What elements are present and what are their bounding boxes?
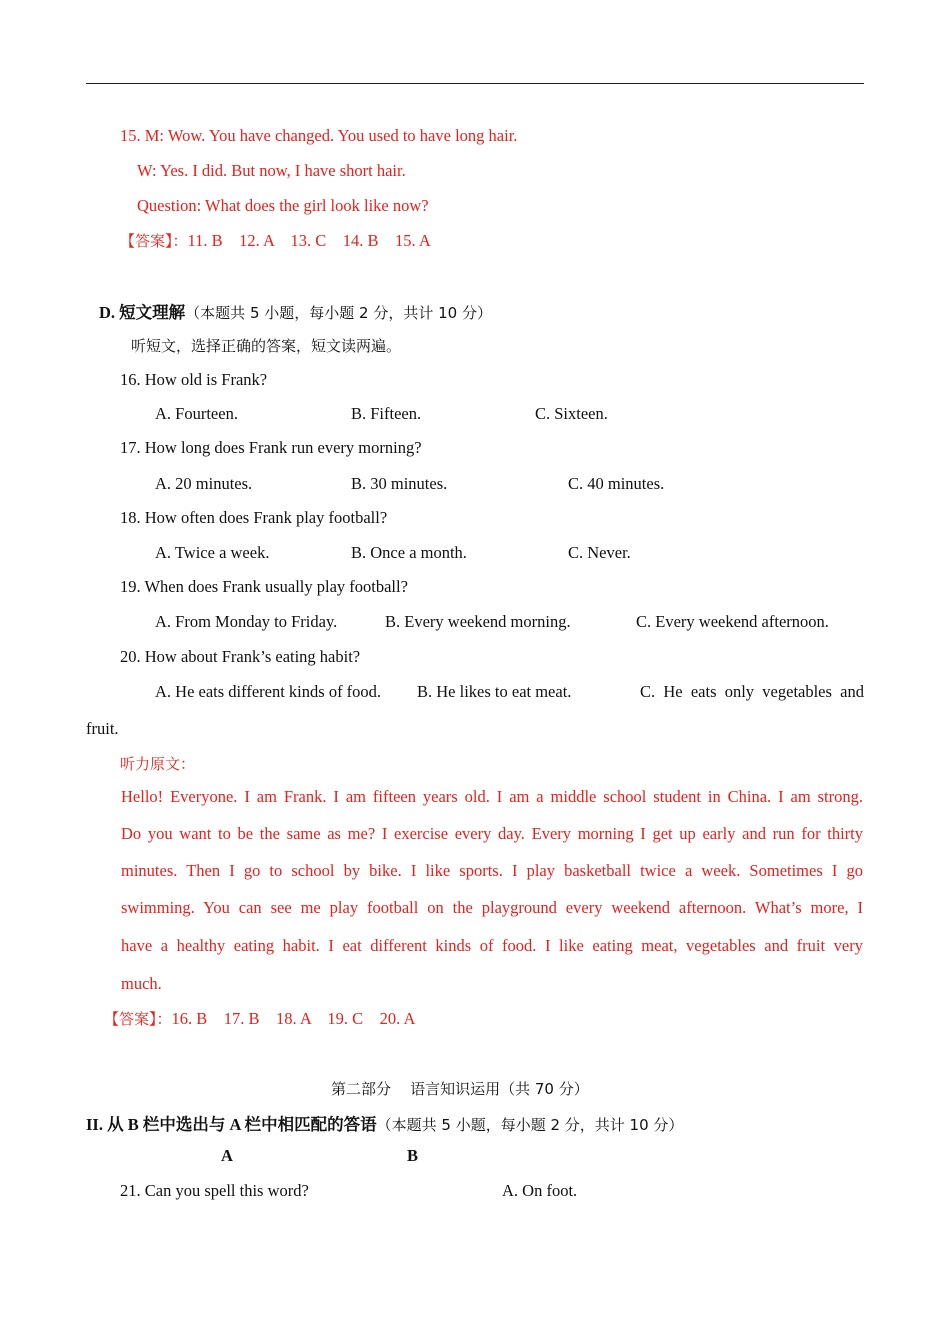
part2-title: 第二部分 语言知识运用（共 70 分） bbox=[331, 1080, 589, 1098]
q19-option-a: A. From Monday to Friday. bbox=[155, 612, 338, 631]
section-d-title: D. 短文理解 bbox=[99, 303, 186, 322]
answer-label: 【答案】： bbox=[120, 232, 188, 250]
q20-option-c-continued: fruit. bbox=[86, 719, 119, 738]
transcript-line: swimming. You can see me play football on the playground every weekend afternoon. What’s more, I bbox=[121, 898, 863, 917]
question-16: 16. How old is Frank? bbox=[120, 370, 268, 389]
section-ii-title: II. 从 B 栏中选出与 A 栏中相匹配的答语 bbox=[86, 1115, 377, 1134]
transcript-line: have a healthy eating habit. I eat different kinds of food. I like eating meat, vegetables and fruit very bbox=[121, 936, 863, 955]
section-d-note: （本题共 5 小题，每小题 2 分，共计 10 分） bbox=[185, 304, 492, 322]
answers-d bbox=[104, 1008, 415, 1029]
q18-option-c: C. Never. bbox=[568, 543, 631, 562]
answer-text: 11. B 12. A 13. C 14. B 15. A bbox=[187, 231, 431, 250]
match-option-a: A. On foot. bbox=[502, 1181, 578, 1200]
q18-option-a: A. Twice a week. bbox=[155, 543, 270, 562]
transcript-line: minutes. Then I go to school by bike. I like sports. I play basketball twice a week. Sometimes I go bbox=[121, 861, 863, 880]
q20-option-a: A. He eats different kinds of food. bbox=[155, 682, 382, 701]
column-b-header: B bbox=[407, 1146, 419, 1165]
transcript-line: much. bbox=[121, 974, 162, 993]
transcript-line: Hello! Everyone. I am Frank. I am fifteen years old. I am a middle school student in China. I am strong. bbox=[121, 787, 863, 806]
section-ii-heading bbox=[86, 1111, 683, 1135]
section-d-instruction: 听短文，选择正确的答案，短文读两遍。 bbox=[131, 337, 402, 355]
q17-option-b: B. 30 minutes. bbox=[351, 474, 448, 493]
q17-option-c: C. 40 minutes. bbox=[568, 474, 665, 493]
q16-option-b: B. Fifteen. bbox=[351, 404, 422, 423]
q20-option-b: B. He likes to eat meat. bbox=[417, 682, 572, 701]
q20-option-c: C. He eats only vegetables and bbox=[640, 682, 864, 701]
section-ii-note: （本题共 5 小题，每小题 2 分，共计 10 分） bbox=[376, 1116, 684, 1134]
q15-line2: W: Yes. I did. But now, I have short hair. bbox=[137, 161, 406, 180]
question-21: 21. Can you spell this word? bbox=[120, 1181, 309, 1200]
q18-option-b: B. Once a month. bbox=[351, 543, 467, 562]
q16-option-a: A. Fourteen. bbox=[155, 404, 238, 423]
question-17: 17. How long does Frank run every morning? bbox=[120, 438, 422, 457]
column-a-header: A bbox=[221, 1146, 233, 1165]
answer-label: 【答案】： bbox=[104, 1010, 172, 1028]
q17-option-a: A. 20 minutes. bbox=[155, 474, 253, 493]
answer-text: 16. B 17. B 18. A 19. C 20. A bbox=[171, 1009, 416, 1028]
q19-option-b: B. Every weekend morning. bbox=[385, 612, 571, 631]
q15-line3: Question: What does the girl look like now? bbox=[137, 196, 429, 215]
header-rule bbox=[86, 83, 864, 84]
section-d-heading bbox=[99, 299, 492, 323]
transcript-label: 听力原文： bbox=[120, 755, 196, 773]
q19-option-c: C. Every weekend afternoon. bbox=[636, 612, 829, 631]
answers-c bbox=[120, 230, 431, 251]
q16-option-c: C. Sixteen. bbox=[535, 404, 608, 423]
question-18: 18. How often does Frank play football? bbox=[120, 508, 388, 527]
question-20: 20. How about Frank’s eating habit? bbox=[120, 647, 361, 666]
q15-line1: 15. M: Wow. You have changed. You used to have long hair. bbox=[120, 126, 518, 145]
question-19: 19. When does Frank usually play football? bbox=[120, 577, 408, 596]
transcript-line: Do you want to be the same as me? I exercise every day. Every morning I get up early and run for thirty bbox=[121, 824, 863, 843]
